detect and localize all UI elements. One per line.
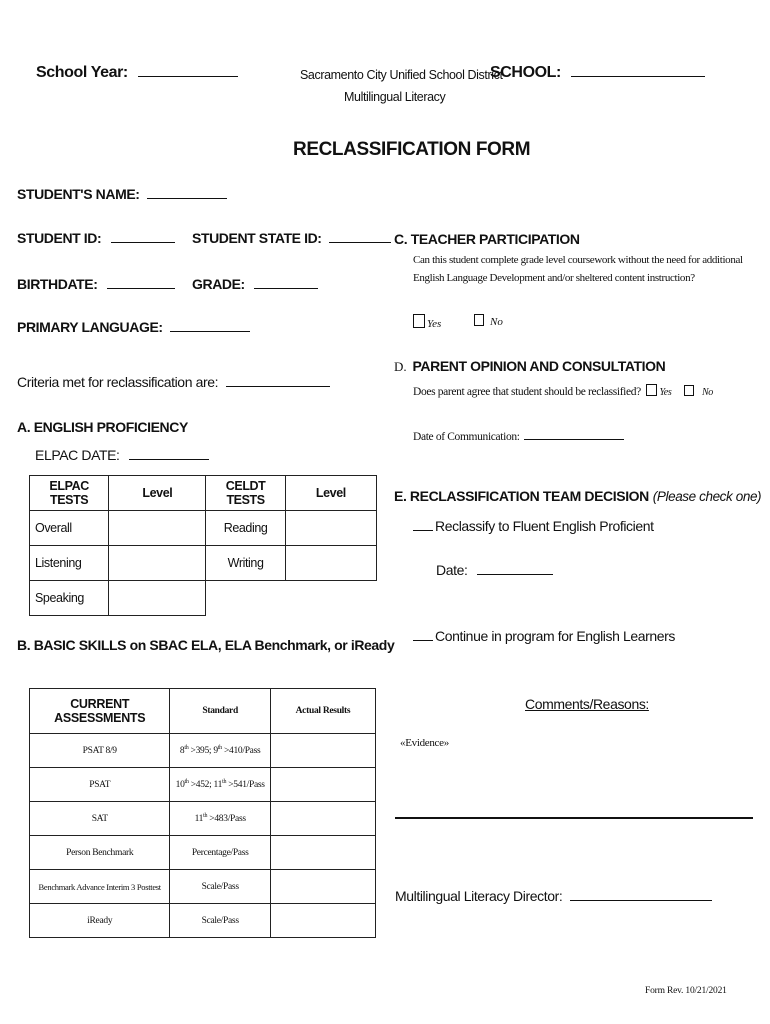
standard-cell: 8th >395; 9th >410/Pass — [170, 734, 270, 768]
date-of-communication-blank[interactable] — [524, 427, 624, 440]
decision-date-label: Date: — [436, 562, 468, 578]
assessment-name: PSAT 8/9 — [30, 734, 170, 768]
primary-language-label: PRIMARY LANGUAGE: — [17, 319, 163, 335]
birthdate-blank[interactable] — [107, 276, 175, 289]
student-state-id-blank[interactable] — [329, 230, 391, 243]
teacher-question-line2: English Language Development and/or sheltered content instruction? — [413, 272, 695, 284]
comments-line — [395, 817, 753, 819]
celdt-test-name: Writing — [206, 546, 285, 581]
standard-cell: 10th >452; 11th >541/Pass — [170, 768, 270, 802]
criteria-label: Criteria met for reclassification are: — [17, 374, 219, 390]
col-header: Standard — [170, 689, 270, 734]
assessment-name: PSAT — [30, 768, 170, 802]
school-field — [490, 64, 705, 82]
table-row — [30, 581, 377, 616]
elpac-level-cell[interactable] — [109, 511, 206, 546]
actual-result-cell[interactable] — [270, 802, 375, 836]
teacher-no-option[interactable]: No — [474, 314, 503, 328]
grade-label: GRADE: — [192, 276, 245, 292]
school-blank[interactable] — [571, 64, 705, 77]
celdt-test-name: Reading — [206, 511, 285, 546]
school-year-blank[interactable] — [138, 64, 238, 77]
elpac-test-name: Listening — [30, 546, 109, 581]
district-name: Sacramento City Unified School District — [300, 68, 503, 82]
grade-field — [192, 276, 318, 292]
date-of-communication-label: Date of Communication: — [413, 431, 520, 443]
form-revision: Form Rev. 10/21/2021 — [645, 986, 727, 996]
col-header: ELPAC TESTS — [30, 476, 109, 511]
elpac-date-blank[interactable] — [129, 447, 209, 460]
director-signature-field — [395, 888, 712, 904]
director-label: Multilingual Literacy Director: — [395, 888, 563, 904]
standard-cell: Scale/Pass — [170, 904, 270, 938]
table-row — [30, 511, 377, 546]
table-row — [30, 870, 376, 904]
evidence-placeholder[interactable]: «Evidence» — [400, 737, 449, 749]
col-header: Level — [109, 476, 206, 511]
parent-no-option[interactable]: No — [684, 387, 713, 398]
student-name-blank[interactable] — [147, 186, 227, 199]
checkbox-icon[interactable] — [474, 314, 484, 326]
col-header: CELDT TESTS — [206, 476, 285, 511]
department-name: Multilingual Literacy — [344, 90, 446, 104]
table-row — [30, 768, 376, 802]
table-header-row — [30, 476, 377, 511]
elpac-test-name: Overall — [30, 511, 109, 546]
table-row — [30, 546, 377, 581]
criteria-field — [17, 374, 330, 390]
standard-cell: Scale/Pass — [170, 870, 270, 904]
col-header: Level — [285, 476, 376, 511]
checkbox-icon[interactable] — [413, 314, 425, 328]
english-proficiency-table — [29, 475, 377, 616]
checkbox-icon[interactable] — [684, 385, 694, 396]
director-signature-blank[interactable] — [570, 888, 712, 901]
decision-date-blank[interactable] — [477, 562, 553, 575]
celdt-level-cell[interactable] — [285, 546, 376, 581]
teacher-yes-option[interactable]: Yes — [413, 314, 441, 330]
table-row — [30, 802, 376, 836]
criteria-blank[interactable] — [226, 374, 330, 387]
table-row — [30, 836, 376, 870]
student-state-id-field — [192, 230, 391, 246]
table-header-row — [30, 689, 376, 734]
grade-blank[interactable] — [254, 276, 318, 289]
primary-language-field — [17, 319, 250, 335]
assessment-name: iReady — [30, 904, 170, 938]
birthdate-field — [17, 276, 175, 292]
form-title: RECLASSIFICATION FORM — [293, 139, 531, 160]
standard-cell: Percentage/Pass — [170, 836, 270, 870]
comments-label: Comments/Reasons: — [525, 696, 649, 712]
empty-cell — [206, 581, 285, 616]
date-of-communication-field — [413, 427, 624, 443]
actual-result-cell[interactable] — [270, 904, 375, 938]
student-name-label: STUDENT'S NAME: — [17, 186, 140, 202]
standard-cell: 11th >483/Pass — [170, 802, 270, 836]
actual-result-cell[interactable] — [270, 870, 375, 904]
table-row — [30, 904, 376, 938]
school-label: SCHOOL: — [490, 64, 561, 81]
section-e-title: E. RECLASSIFICATION TEAM DECISION (Please check one) — [394, 488, 762, 504]
student-id-field — [17, 230, 175, 246]
continue-check-blank[interactable] — [413, 632, 433, 641]
student-name-field — [17, 186, 227, 202]
elpac-level-cell[interactable] — [109, 581, 206, 616]
reclassify-check-blank[interactable] — [413, 522, 433, 531]
actual-result-cell[interactable] — [270, 734, 375, 768]
empty-cell — [285, 581, 376, 616]
school-year-field — [36, 64, 238, 82]
checkbox-icon[interactable] — [646, 384, 657, 396]
student-id-label: STUDENT ID: — [17, 230, 102, 246]
basic-skills-table — [29, 688, 376, 938]
reclassify-option[interactable]: Reclassify to Fluent English Proficient — [413, 518, 654, 534]
table-row — [30, 734, 376, 768]
section-b-title: B. BASIC SKILLS on SBAC ELA, ELA Benchmark, or iReady — [17, 637, 395, 653]
elpac-date-field — [35, 447, 209, 463]
actual-result-cell[interactable] — [270, 836, 375, 870]
continue-option[interactable]: Continue in program for English Learners — [413, 628, 675, 644]
parent-question: Does parent agree that student should be reclassified? Yes No — [413, 386, 713, 398]
section-d-title: D. PARENT OPINION AND CONSULTATION — [394, 358, 666, 374]
celdt-level-cell[interactable] — [285, 511, 376, 546]
decision-date-field — [436, 562, 553, 578]
actual-result-cell[interactable] — [270, 768, 375, 802]
elpac-test-name: Speaking — [30, 581, 109, 616]
assessment-name: Person Benchmark — [30, 836, 170, 870]
student-id-blank[interactable] — [111, 230, 175, 243]
primary-language-blank[interactable] — [170, 319, 250, 332]
section-a-title: A. ENGLISH PROFICIENCY — [17, 419, 188, 435]
col-header: Actual Results — [270, 689, 375, 734]
student-state-id-label: STUDENT STATE ID: — [192, 230, 322, 246]
col-header: CURRENT ASSESSMENTS — [30, 689, 170, 734]
birthdate-label: BIRTHDATE: — [17, 276, 98, 292]
parent-yes-option[interactable]: Yes — [643, 386, 671, 398]
assessment-name: Benchmark Advance Interim 3 Posttest — [30, 870, 170, 904]
elpac-level-cell[interactable] — [109, 546, 206, 581]
teacher-question-line1: Can this student complete grade level coursework without the need for additional — [413, 254, 743, 266]
elpac-date-label: ELPAC DATE: — [35, 447, 120, 463]
section-c-title: C. TEACHER PARTICIPATION — [394, 231, 580, 247]
school-year-label: School Year: — [36, 64, 128, 81]
assessment-name: SAT — [30, 802, 170, 836]
